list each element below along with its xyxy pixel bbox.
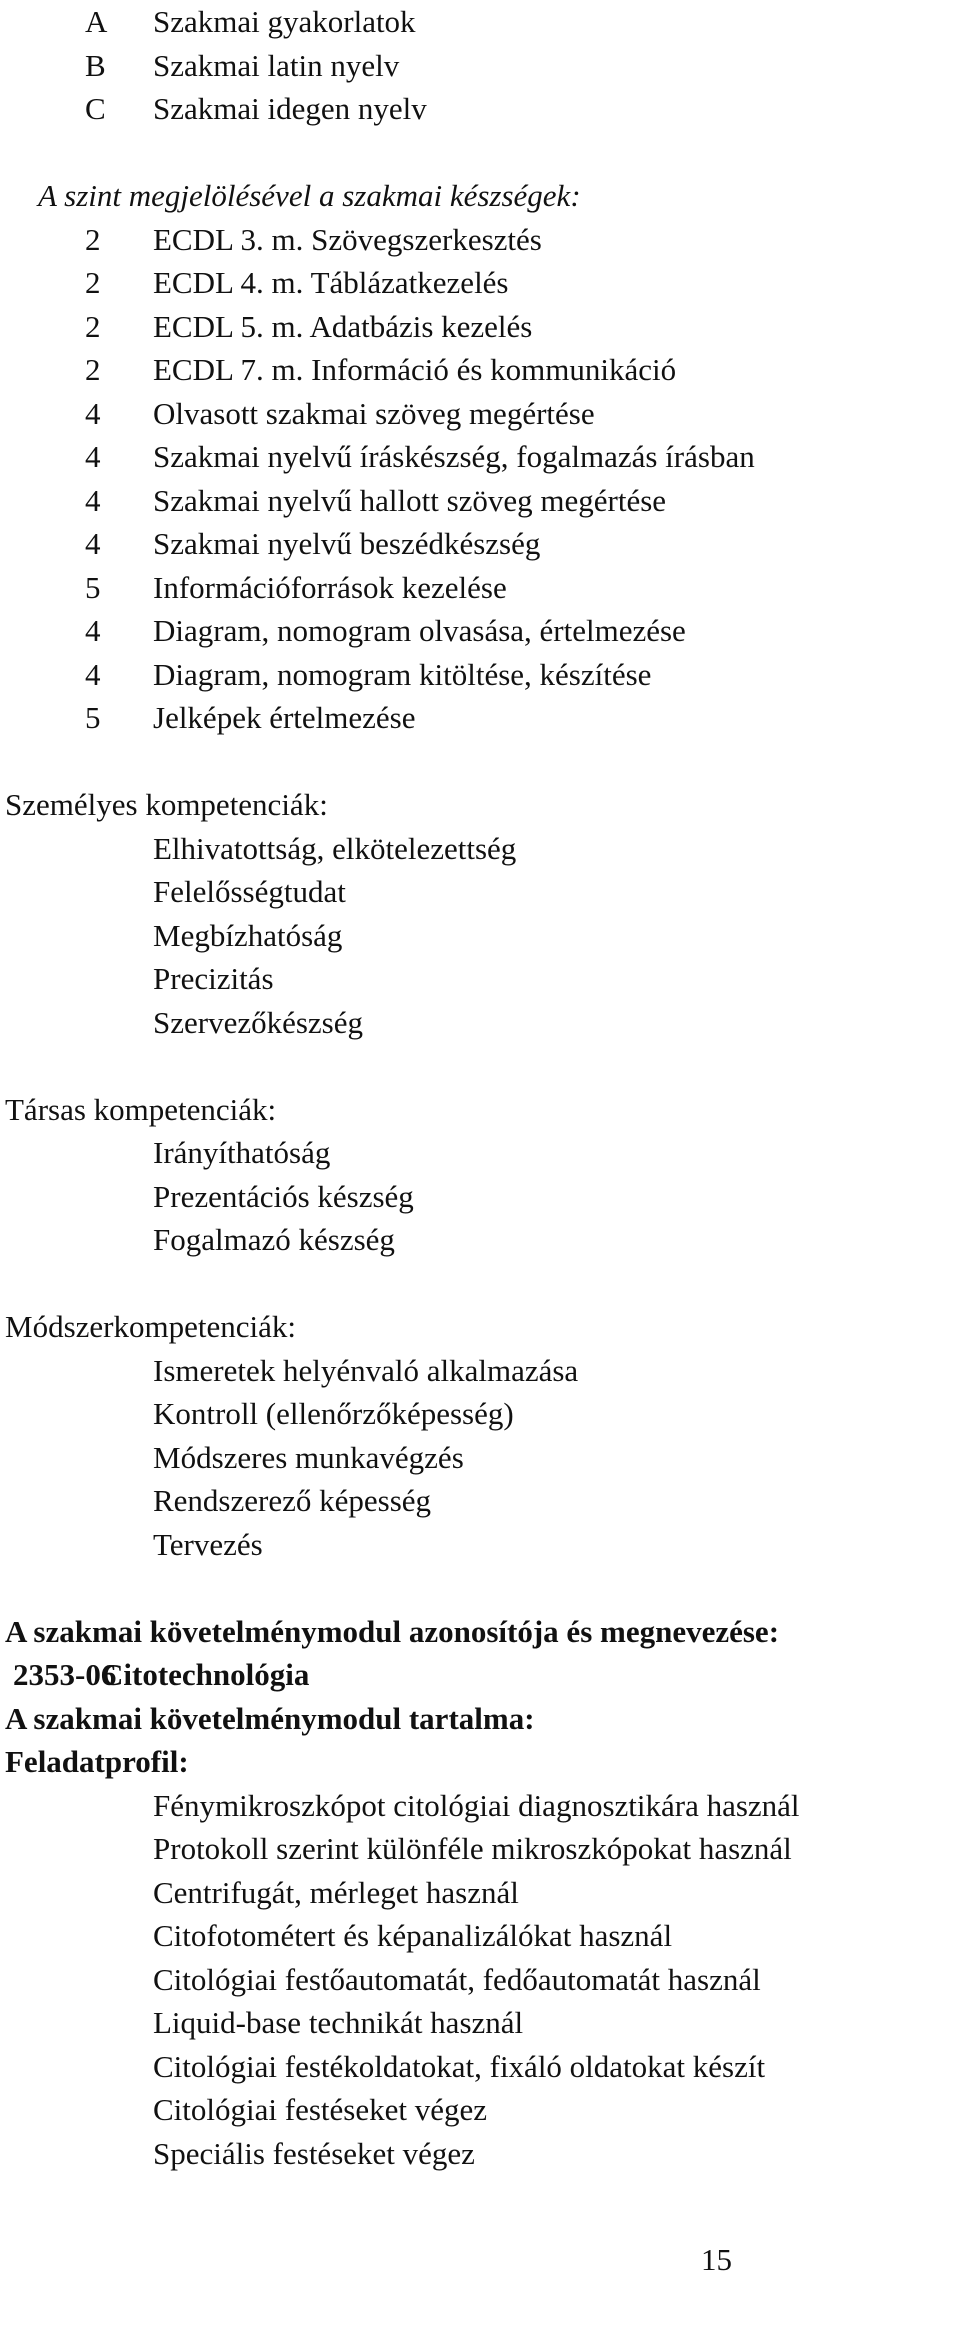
skill-item <box>0 653 960 697</box>
list-item <box>0 44 960 88</box>
item-code: C <box>85 91 106 126</box>
method-competencies-heading: Módszerkompetenciák: <box>5 1309 296 1344</box>
skill-item <box>0 218 960 262</box>
social-competencies-heading: Társas kompetenciák: <box>5 1091 277 1127</box>
module-id-heading: A szakmai követelménymodul azonosítója és megnevezése: <box>5 1613 780 1649</box>
skill-text: ECDL 5. m. Adatbázis kezelés <box>153 308 533 344</box>
item-text: Szakmai gyakorlatok <box>153 4 416 39</box>
item-text: Szakmai idegen nyelv <box>153 91 427 126</box>
task-item: Centrifugát, mérleget használ <box>153 1874 519 1910</box>
list-item: Irányíthatóság <box>153 1135 331 1170</box>
skill-text: ECDL 3. m. Szövegszerkesztés <box>153 221 542 257</box>
skill-text: Szakmai nyelvű beszédkészség <box>153 526 541 561</box>
list-item: Precizitás <box>153 961 274 996</box>
skill-level: 2 <box>85 352 101 387</box>
list-item: Módszeres munkavégzés <box>153 1439 464 1475</box>
skill-item <box>0 392 960 436</box>
task-item: Citológiai festéseket végez <box>153 2092 487 2127</box>
skill-level: 5 <box>85 569 101 605</box>
spacer <box>0 1566 960 1610</box>
list-item <box>0 0 960 44</box>
spacer <box>0 131 960 175</box>
list-item: Ismeretek helyénvaló alkalmazása <box>153 1352 579 1388</box>
list-item: Elhivatottság, elkötelezettség <box>153 830 517 866</box>
skill-level: 4 <box>85 439 101 474</box>
skill-item <box>0 522 960 566</box>
skill-level: 4 <box>85 482 101 518</box>
module-code-row <box>0 1653 960 1697</box>
skills-heading: A szint megjelölésével a szakmai készségek: <box>38 178 581 213</box>
task-item: Speciális festéseket végez <box>153 2135 475 2171</box>
item-code: B <box>85 47 106 83</box>
module-code: 2353-06 <box>13 1657 117 1692</box>
personal-competencies-heading: Személyes kompetenciák: <box>5 787 328 822</box>
list-item <box>0 87 960 131</box>
skill-level: 5 <box>85 700 101 735</box>
skill-level: 4 <box>85 613 101 648</box>
task-item: Citofotométert és képanalizálókat használ <box>153 1918 673 1953</box>
top-list <box>0 0 960 131</box>
skill-text: ECDL 7. m. Információ és kommunikáció <box>153 352 677 387</box>
list-item: Megbízhatóság <box>153 917 343 953</box>
list-item: Prezentációs készség <box>153 1178 414 1214</box>
list-item: Tervezés <box>153 1526 263 1562</box>
skill-level: 4 <box>85 526 101 561</box>
list-item: Felelősségtudat <box>153 874 346 909</box>
spacer <box>0 1044 960 1088</box>
skill-text: Szakmai nyelvű íráskészség, fogalmazás írásban <box>153 439 755 474</box>
skills-list <box>0 218 960 740</box>
skill-item <box>0 696 960 740</box>
skill-item <box>0 435 960 479</box>
method-competencies-list <box>0 1349 960 1567</box>
skill-item <box>0 348 960 392</box>
skill-text: Diagram, nomogram olvasása, értelmezése <box>153 613 686 648</box>
skill-item <box>0 305 960 349</box>
spacer <box>0 740 960 784</box>
skill-level: 2 <box>85 221 101 257</box>
skill-level: 4 <box>85 656 101 692</box>
list-item: Kontroll (ellenőrzőképesség) <box>153 1396 514 1431</box>
task-item: Liquid-base technikát használ <box>153 2005 524 2040</box>
task-profile-list <box>0 1784 960 2176</box>
list-item: Fogalmazó készség <box>153 1222 395 1257</box>
skill-text: ECDL 4. m. Táblázatkezelés <box>153 265 509 300</box>
spacer <box>0 1262 960 1306</box>
skill-text: Olvasott szakmai szöveg megértése <box>153 395 595 431</box>
skill-text: Információforrások kezelése <box>153 569 507 605</box>
skill-item <box>0 261 960 305</box>
skill-text: Szakmai nyelvű hallott szöveg megértése <box>153 482 667 518</box>
list-item: Szervezőkészség <box>153 1004 364 1040</box>
module-name: Citotechnológia <box>101 1657 310 1692</box>
skill-level: 4 <box>85 395 101 431</box>
page-number: 15 <box>701 2242 732 2277</box>
skill-level: 2 <box>85 265 101 300</box>
module-content-heading: A szakmai követelménymodul tartalma: <box>5 1700 535 1736</box>
task-item: Citológiai festőautomatát, fedőautomatát használ <box>153 1961 761 1997</box>
task-item: Fénymikroszkópot citológiai diagnosztikára használ <box>153 1787 800 1823</box>
skill-item <box>0 566 960 610</box>
item-code: A <box>85 4 108 39</box>
skill-text: Diagram, nomogram kitöltése, készítése <box>153 656 652 692</box>
skill-text: Jelképek értelmezése <box>153 700 416 735</box>
task-item: Citológiai festékoldatokat, fixáló oldatokat készít <box>153 2048 766 2084</box>
personal-competencies-list <box>0 827 960 1045</box>
item-text: Szakmai latin nyelv <box>153 47 400 83</box>
task-profile-heading: Feladatprofil: <box>5 1744 189 1779</box>
task-item: Protokoll szerint különféle mikroszkópokat használ <box>153 1831 792 1866</box>
list-item: Rendszerező képesség <box>153 1483 432 1518</box>
skill-item <box>0 479 960 523</box>
skill-item <box>0 609 960 653</box>
skill-level: 2 <box>85 308 101 344</box>
social-competencies-list <box>0 1131 960 1262</box>
